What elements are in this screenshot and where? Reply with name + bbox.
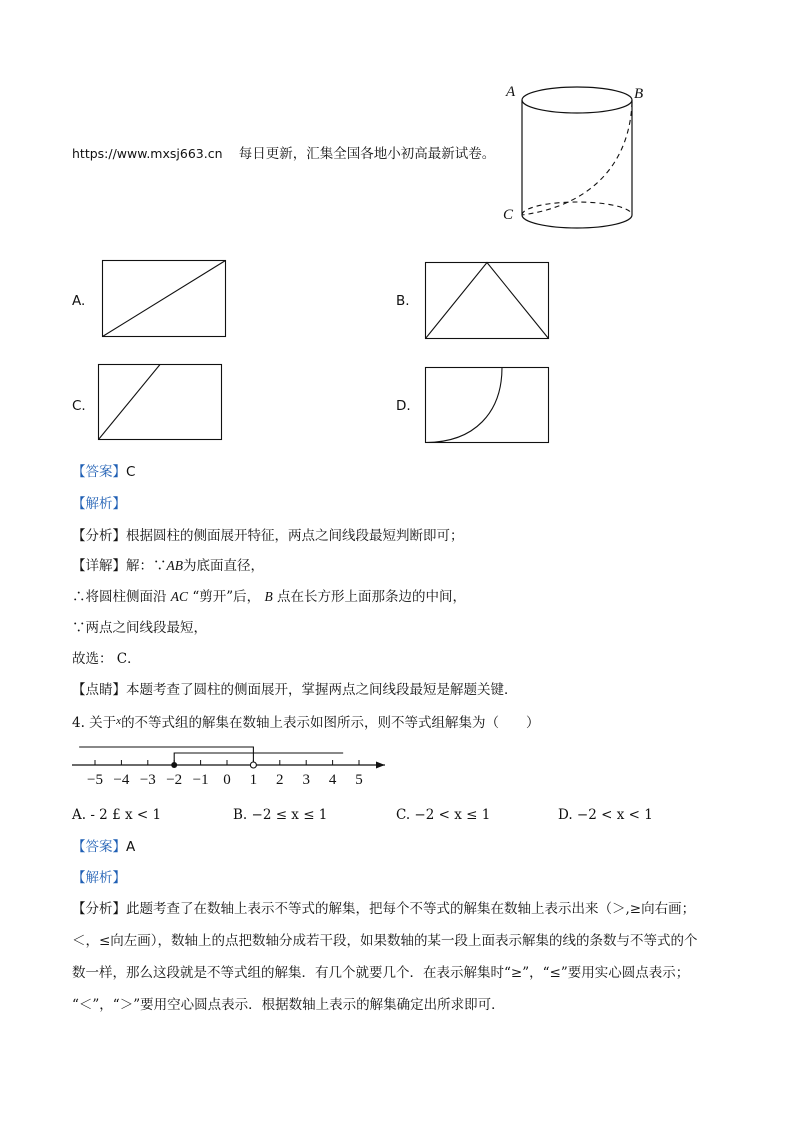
- q3-dianjing-tag: 【点睛】: [72, 682, 126, 698]
- cylinder-label-b: B: [634, 86, 644, 102]
- option-d-label[interactable]: D.: [396, 398, 411, 414]
- q4-answer-tag: 【答案】: [72, 839, 126, 855]
- q4-answer-line: [72, 838, 135, 856]
- option-a-label[interactable]: A.: [72, 293, 86, 309]
- q4-fenxi-line2: ＜，≤向左画），数轴上的点把数轴分成若干段，如果数轴的某一段上面表示解集的线的条数与不等式的个: [72, 933, 698, 949]
- q3-line2-post: 点在长方形上面那条边的中间，: [272, 589, 466, 605]
- q4-choice-c[interactable]: C. −2 < x ≤ 1: [396, 807, 491, 823]
- option-b-label[interactable]: B.: [396, 293, 410, 309]
- option-c-label[interactable]: C.: [72, 398, 86, 414]
- q4-choice-b[interactable]: B. −2 ≤ x ≤ 1: [233, 807, 328, 823]
- q3-answer-tag: 【答案】: [72, 464, 126, 480]
- q4-choice-d[interactable]: D. −2 < x < 1: [558, 807, 653, 823]
- q4-fenxi-line3: 数一样，那么这段就是不等式组的解集．有几个就要几个．在表示解集时“≥”，“≤”要用实心圆点表示；: [72, 965, 690, 981]
- number-line-tick-label: 3: [302, 772, 310, 788]
- q4-fenxi-line1: [72, 900, 695, 918]
- q3-line4: 故选： C．: [72, 651, 141, 667]
- solid-point: [171, 762, 177, 768]
- q4-fenxi-tag: 【分析】: [72, 901, 126, 917]
- number-line-tick-label: 1: [249, 772, 258, 788]
- q4-fenxi-line4: “＜”，“＞”要用空心圆点表示．根据数轴上表示的解集确定出所求即可．: [72, 997, 505, 1013]
- q4-stem-var: x: [116, 715, 122, 727]
- ge-neg-two-bracket: [174, 753, 343, 765]
- q3-xiangjie-tag: 【详解】: [72, 558, 126, 574]
- q3-xiangjie-var: AB: [166, 558, 183, 573]
- q3-fenxi-tag: 【分析】: [72, 528, 126, 544]
- q3-line2-pre: ∴将圆柱侧面沿: [72, 589, 171, 605]
- cylinder-label-a: A: [506, 84, 516, 100]
- q3-fenxi-text: 根据圆柱的侧面展开特征，两点之间线段最短判断即可；: [126, 528, 464, 544]
- q4-choice-a[interactable]: A. ‑ 2 £ x < 1: [72, 807, 162, 823]
- number-line-tick-label: 0: [223, 772, 231, 788]
- number-line-tick-label: −1: [192, 772, 209, 788]
- q3-line2-var1: AC: [170, 589, 189, 604]
- q4-stem-pre: 4. 关于: [72, 715, 117, 731]
- q3-dianjing-text: 本题考查了圆柱的侧面展开，掌握两点之间线段最短是解题关键．: [126, 682, 518, 698]
- cylinder-label-c: C: [503, 207, 514, 223]
- q3-answer-value: C: [126, 464, 136, 480]
- number-line-arrow: [376, 762, 385, 769]
- q3-line2-var2: B: [264, 589, 273, 604]
- number-line-tick-label: −2: [166, 772, 183, 788]
- open-point: [250, 762, 256, 768]
- q3-line2-mid: “剪开”后，: [188, 589, 265, 605]
- q3-line3: ∵两点之间线段最短，: [72, 620, 207, 636]
- number-line-tick-label: −3: [139, 772, 156, 788]
- header-slogan: 每日更新，汇集全国各地小初高最新试卷。: [238, 146, 496, 162]
- q4-stem-post: 的不等式组的解集在数轴上表示如图所示，则不等式组解集为（ ）: [121, 715, 540, 731]
- number-line-tick-label: −4: [113, 772, 130, 788]
- number-line-tick-label: 5: [355, 772, 363, 788]
- q4-fenxi-text1: 此题考查了在数轴上表示不等式的解集，把每个不等式的解集在数轴上表示出来（＞,≥向右画；: [126, 901, 696, 917]
- number-line-tick-label: −5: [87, 772, 103, 788]
- q3-xiangjie-post: 为底面直径，: [183, 558, 264, 574]
- q3-xiangjie-pre: 解：∵: [126, 558, 167, 574]
- q3-analysis-tag: 【解析】: [72, 496, 126, 512]
- number-line-tick-label: 2: [276, 772, 284, 788]
- header-url[interactable]: https://www.mxsj663.cn: [72, 146, 223, 161]
- q4-analysis-tag: 【解析】: [72, 870, 126, 886]
- number-line-tick-label: 4: [328, 772, 337, 788]
- q4-answer-value: A: [126, 839, 136, 855]
